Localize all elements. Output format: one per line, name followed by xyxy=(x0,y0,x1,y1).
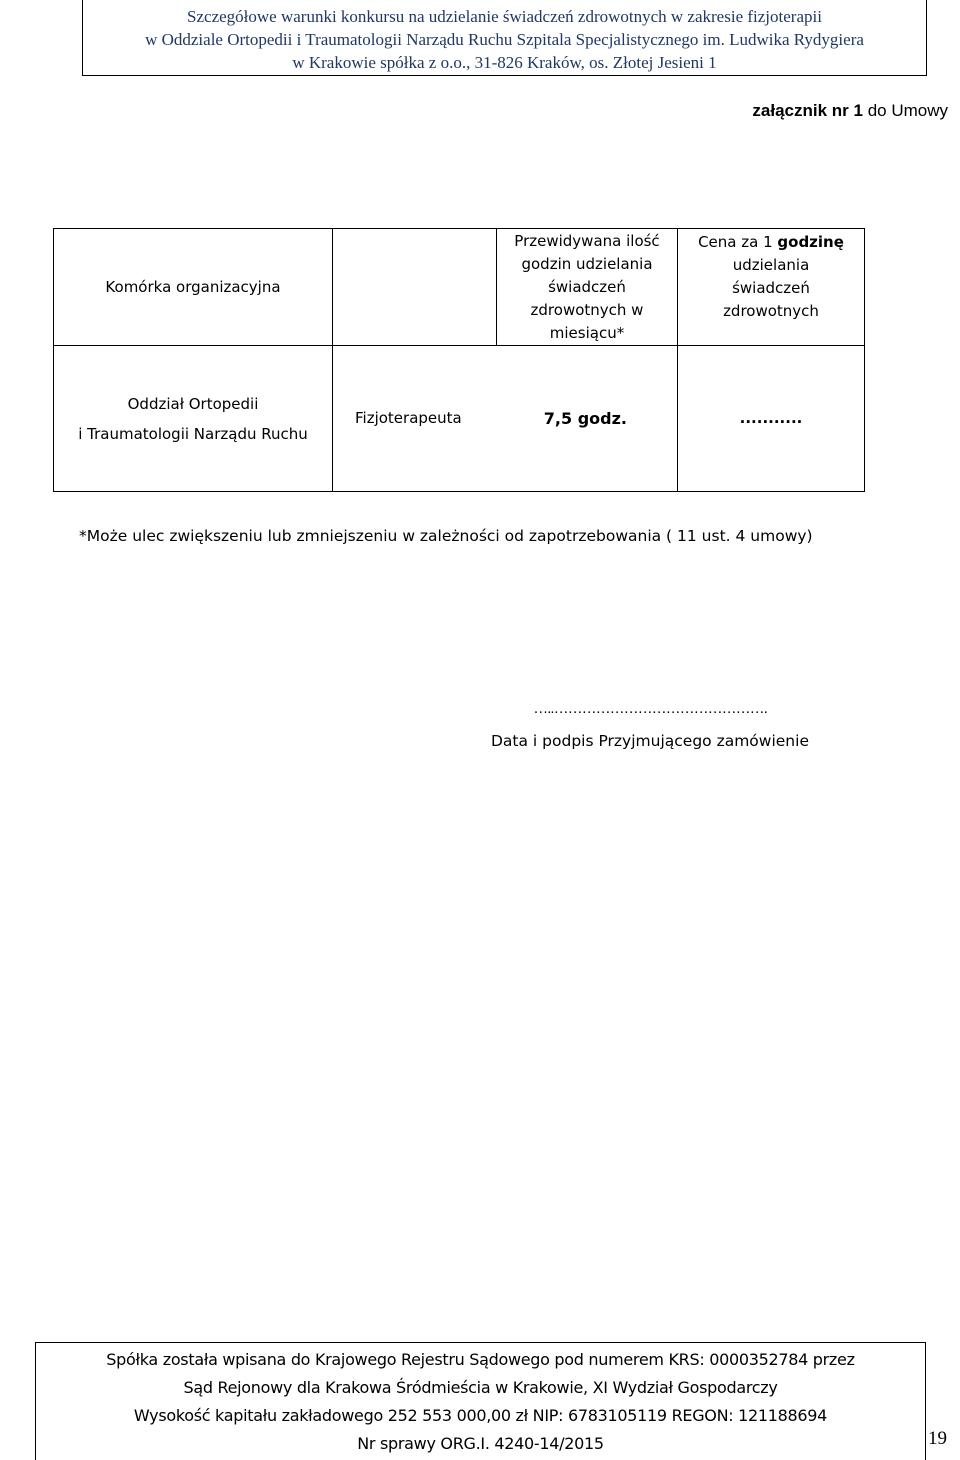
header-unit-label: Komórka organizacyjna xyxy=(105,277,281,296)
row-unit-line: Oddział Ortopedii xyxy=(127,394,259,413)
footnote: *Może ulec zwiększeniu lub zmniejszeniu w zależności od zapotrzebowania ( 11 ust. 4 umowy) xyxy=(79,527,813,545)
header-hours xyxy=(497,229,678,346)
table-header-row xyxy=(54,229,865,346)
row-quantity: 7,5 godz. xyxy=(543,409,627,428)
header-price-line: udzielania xyxy=(732,256,810,274)
footer-line-3: Wysokość kapitału zakładowego 252 553 000,00 zł NIP: 6783105119 REGON: 121188694 xyxy=(133,1406,828,1425)
document-footer xyxy=(35,1342,926,1460)
header-line-3: w Krakowie spółka z o.o., 31-826 Kraków, os. Złotej Jesieni 1 xyxy=(292,53,717,72)
row-price xyxy=(678,346,865,492)
header-unit xyxy=(54,229,333,346)
header-price-prefix: Cena za 1 xyxy=(698,233,778,251)
header-price-line: zdrowotnych xyxy=(723,302,819,320)
header-hours-line: zdrowotnych w xyxy=(530,300,644,319)
annex-label xyxy=(752,101,948,121)
row-price-value: ........... xyxy=(739,409,803,427)
row-role-quantity-content xyxy=(333,407,677,430)
table-row xyxy=(54,346,865,492)
row-unit xyxy=(54,346,333,492)
signature-dots: …..………………………………………. xyxy=(533,700,767,717)
header-line-2: w Oddziale Ortopedii i Traumatologii Narządu Ruchu Szpitala Specjalistycznego im. Ludwika Rydygiera xyxy=(145,30,864,49)
header-hours-line: godzin udzielania xyxy=(521,254,653,273)
page-number: 19 xyxy=(928,1428,947,1449)
document-header xyxy=(82,0,927,76)
footer-line-2: Sąd Rejonowy dla Krakowa Śródmieścia w Krakowie, XI Wydział Gospodarczy xyxy=(183,1378,778,1397)
footer-line-4: Nr sprawy ORG.I. 4240-14/2015 xyxy=(357,1434,604,1453)
footer-line-1: Spółka została wpisana do Krajowego Rejestru Sądowego pod numerem KRS: 0000352784 przez xyxy=(106,1350,855,1369)
header-hours-line: Przewidywana ilość xyxy=(514,231,660,250)
row-unit-line: i Traumatologii Narządu Ruchu xyxy=(78,424,308,443)
annex-label-bold: załącznik nr 1 xyxy=(752,101,863,120)
header-price-line-1 xyxy=(678,231,864,254)
header-hours-line: miesiącu* xyxy=(549,323,625,342)
header-price-bold: godzinę xyxy=(777,233,844,251)
header-empty xyxy=(333,229,497,346)
signature-label: Data i podpis Przyjmującego zamówienie xyxy=(491,732,809,750)
header-line-1: Szczegółowe warunki konkursu na udzielanie świadczeń zdrowotnych w zakresie fizjoterapii xyxy=(187,7,822,26)
pricing-table xyxy=(53,228,865,492)
header-price-line: świadczeń xyxy=(732,279,810,297)
row-role: Fizjoterapeuta xyxy=(355,409,462,427)
header-price xyxy=(678,229,865,346)
header-hours-line: świadczeń xyxy=(548,277,626,296)
row-role-quantity xyxy=(333,346,678,492)
annex-label-rest: do Umowy xyxy=(862,101,948,120)
